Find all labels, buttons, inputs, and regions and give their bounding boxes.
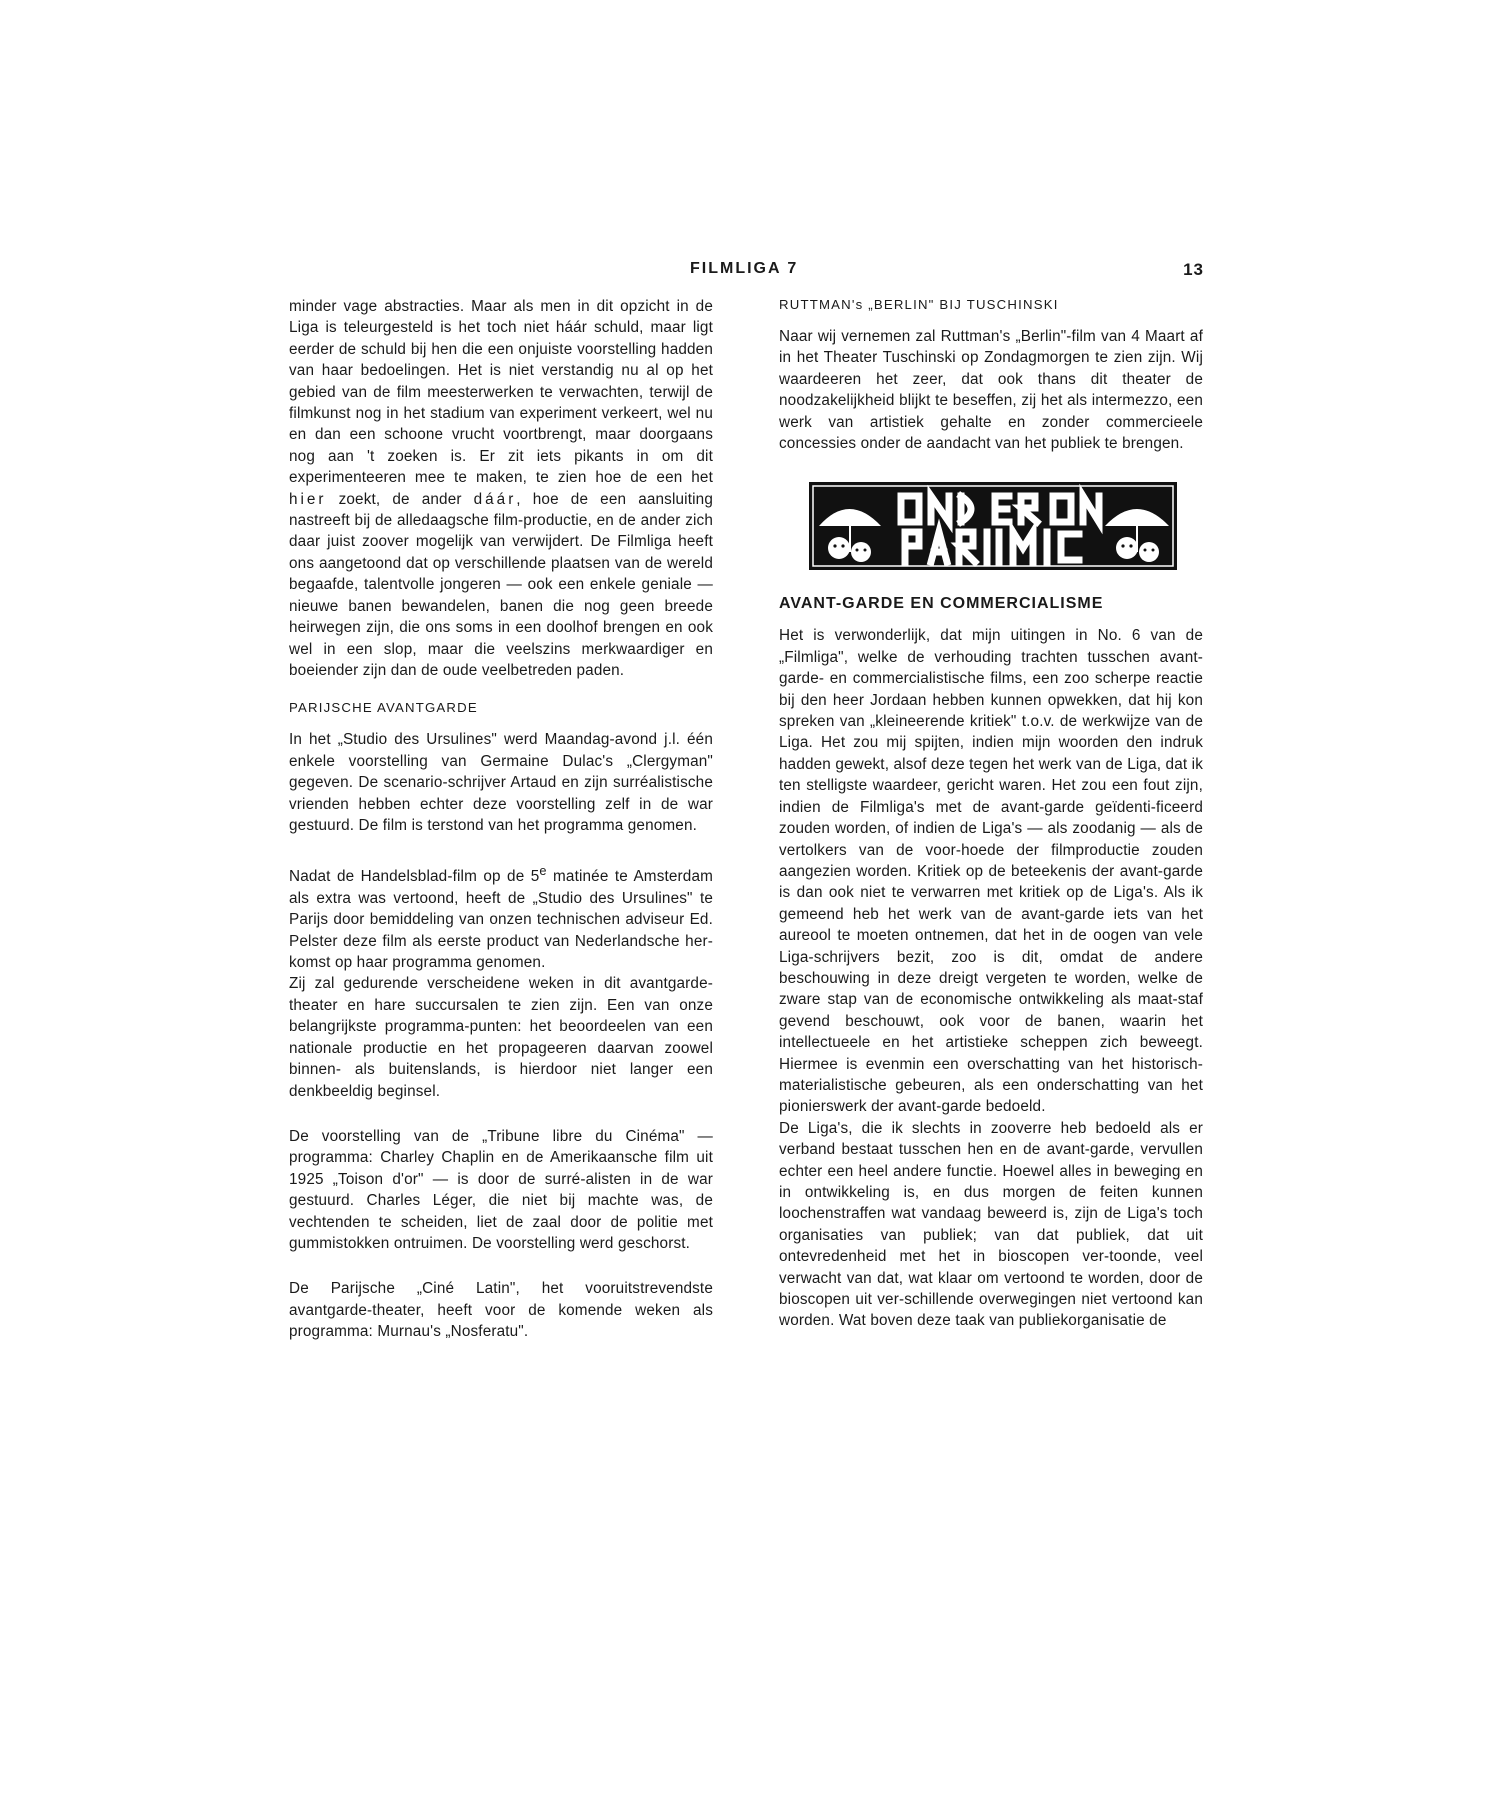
paragraph-handelsblad-film bbox=[289, 860, 713, 973]
paragraph-text: minder vage abstracties. Maar als men in dit opzicht in de Liga is teleurgesteld is het toch niet háár schuld, maar ligt eerder de schuld bij hen die een onjuiste voorstelling hadden van haar bedoelingen. Het is niet verstandig nu al op het gebied van de film meesterwerken te verwachten, terwijl de filmkunst nog in het stadium van experiment verkeert, wel nu en dan een schoone vrucht voortbrengt, maar doorgaans nog aan 't zoeken is. Er zit iets pikants in om dit experimenteeren mee te maken, te zien hoe de een het bbox=[289, 298, 713, 487]
running-head bbox=[290, 260, 1210, 284]
paragraph-avantgarde-theater: Zij zal gedurende verscheidene weken in dit avantgarde-theater en hare succursalen te zien zijn. Een van onze belangrijkste programma-punten: het beoordeelen van een nationale productie en het propageeren daarvan zoowel binnen- als buitenslands, is hierdoor niet langer een denkbeeldig beginsel. bbox=[289, 975, 713, 1100]
section-heading-parijsche-avantgarde: PARIJSCHE AVANTGARDE bbox=[289, 700, 478, 716]
section-heading-avant-garde-commercialisme: AVANT-GARDE EN COMMERCIALISME bbox=[779, 595, 1104, 613]
right-column bbox=[779, 296, 1203, 1332]
paragraph-clergyman: In het „Studio des Ursulines" werd Maandag-avond j.l. één enkele voorstelling van Germaine Dulac's „Clergyman" gegeven. De scenario-schrijver Artaud en zijn surréalistische vrienden hebben echter deze voorstelling zelf in de war gestuurd. De film is terstond van het programma genomen. bbox=[289, 731, 713, 834]
paragraph-text: zoekt, de ander bbox=[338, 490, 462, 508]
paragraph-avant-garde-reply: Het is verwonderlijk, dat mijn uitingen in No. 6 van de „Filmliga", welke de verhouding trachten tusschen avant-garde- en commercialistische films, een zoo scherpe reactie bij den heer Jordaan hebben kunnen opwekken, dat hij kon spreken van „kleineerende kritiek" t.o.v. de werkwijze van de Liga. Het zou mij spijten, indien mijn woorden den indruk hadden gewekt, alsof deze tegen het werk van de Liga, dat ik ten stelligste waardeer, gericht waren. Het zou een fout zijn, indien de Filmliga's met de avant-garde geïdenti-ficeerd zouden worden, of indien de Liga's — als zoodanig — als de vertolkers van de voor-hoede der filmproductie zouden aangezien worden. Kritiek op de beteekenis der avant-garde is dan ook niet te verwarren met kritiek op de Liga's. Als ik gemeend heb het werk van de avant-garde iets van het aureool te moeten ontnemen, dat het in de oogen van vele Liga-schrijvers bezit, zoo is dit, omdat de andere beschouwing in deze dreigt vergeten te worden, welke de zware stap van de economische ontwikkeling als maat-staf gevend beschouwt, ook voor de banen, waarin het intellectueele en het artistieke scheppen zich beweegt. Hiermee is evenmin een overschatting van het historisch-materialistische gebeuren, als een onderschatting van het pionierswerk der avant-garde bedoeld. bbox=[779, 627, 1203, 1116]
paragraph-liga-function: De Liga's, die ik slechts in zooverre heb bedoeld als er verband bestaat tusschen hen en de avant-garde, vervullen echter een heel andere functie. Hoewel alles in beweging en in ontwikkeling is, en dus morgen de feiten kunnen loochenstraffen wat vandaag beweerd is, zijn de Liga's toch organisaties van publiek; van dat publiek, dat uit ontevredenheid met het in bioscopen ver-toonde, veel verwacht van dat, wat klaar om vertoond te worden, door de bioscopen uit ver-schillende overwegingen niet vertoond kan worden. Wat boven deze taak van publiekorganisatie de bbox=[779, 1119, 1203, 1330]
section-heading-ruttman-berlin: RUTTMAN's „BERLIN" BIJ TUSCHINSKI bbox=[779, 297, 1059, 312]
left-column bbox=[289, 296, 713, 1343]
paragraph-liga-experiment bbox=[289, 296, 713, 681]
paragraph-text: matinée te Amsterdam als extra was vertoond, heeft de „Studio des Ursulines" te Parijs door bemiddeling van onzen technischen adviseur Ed. Pelster deze film als eerste product van Nederlandsche her-komst op haar programma genomen. bbox=[289, 868, 714, 972]
paragraph-ruttman-berlin: Naar wij vernemen zal Ruttman's „Berlin"-film van 4 Maart af in het Theater Tuschinski op Zondagmorgen te zien zijn. Wij waardeeren het zeer, dat ook thans dit theater de noodzakelijkheid blijkt te beseffen, zij het als intermezzo, een werk van artistiek gehalte en zonder commercieele concessies onder de aandacht van het publiek te brengen. bbox=[779, 328, 1203, 453]
emphasis-daar: dáár bbox=[473, 490, 517, 508]
emphasis-hier: hier bbox=[289, 490, 327, 508]
page-number: 13 bbox=[1183, 260, 1204, 279]
paragraph-text: Nadat de Handelsblad-film op de 5 bbox=[289, 868, 540, 886]
paragraph-text: , hoe de een aansluiting nastreeft bij de alledaagsche film-productie, en de ander zich daar juist zoover mogelijk van verwijdert. De Filmliga heeft ons aangetoond dat op verschillende plaatsen van de wereld begaafde, talentvolle jongeren — ook een enkele geniale — nieuwe banen bewandelen, banen die nog geen breede heirwegen zijn, die ons soms in een doolhof brengen en ook wel in een slop, maar die veelszins merkwaardiger en boeiender zijn dan de oude veelbetreden paden. bbox=[289, 490, 713, 679]
journal-title: FILMLIGA 7 bbox=[690, 260, 799, 277]
superscript-e: e bbox=[539, 863, 547, 879]
paragraph-tribune-libre: De voorstelling van de „Tribune libre du Cinéma" — programma: Charley Chaplin en de Amerikaansche film uit 1925 „Toison d'or" — is door de surré-alisten in de war gestuurd. Charles Léger, die niet bij machte was, de vechtenden te scheiden, liet de zaal door de politie met gummistokken ontruimen. De voorstelling werd geschorst. bbox=[289, 1127, 713, 1252]
onder-ons-banner-illustration bbox=[809, 482, 1177, 570]
paragraph-cine-latin: De Parijsche „Ciné Latin", het vooruitstrevendste avantgarde-theater, heeft voor de komende weken als programma: Murnau's „Nosferatu". bbox=[289, 1280, 713, 1341]
